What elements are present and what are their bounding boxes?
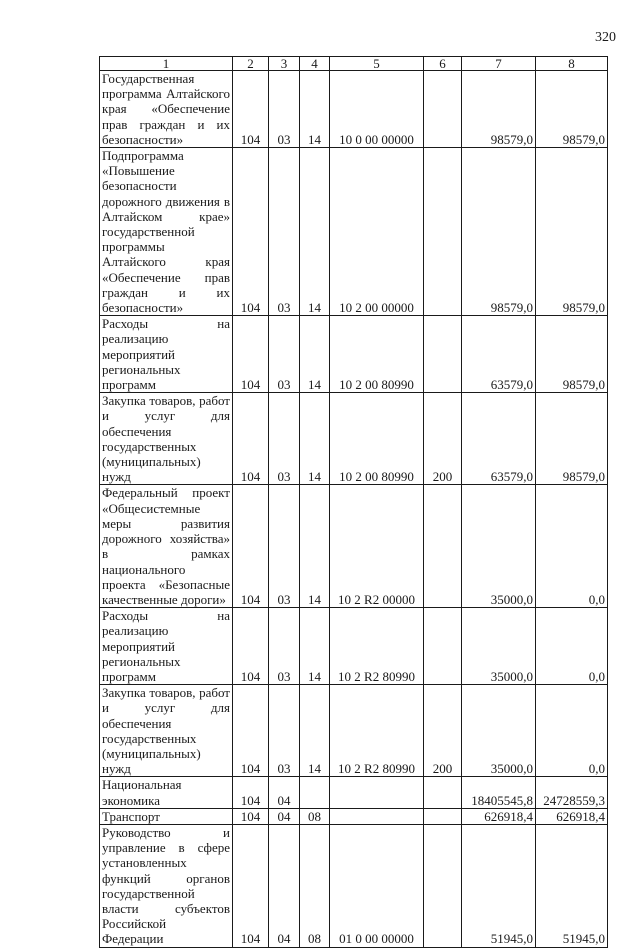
- subsection-cell: 14: [300, 608, 330, 685]
- amount-col8-cell: 98579,0: [536, 148, 608, 316]
- subsection-cell: 08: [300, 824, 330, 947]
- amount-col7-cell: 63579,0: [462, 316, 536, 393]
- table-row: [100, 71, 608, 148]
- expense-type-cell: [424, 777, 462, 808]
- subsection-cell: 14: [300, 685, 330, 777]
- section-cell: 04: [269, 824, 300, 947]
- header-col-6: 6: [424, 57, 462, 71]
- section-cell: 03: [269, 393, 300, 485]
- amount-col7-cell: 35000,0: [462, 685, 536, 777]
- row-name-cell: Расходы на реализацию мероприятий региональных программ: [100, 608, 233, 685]
- section-cell: 03: [269, 608, 300, 685]
- table-row: [100, 608, 608, 685]
- amount-col8-cell: 0,0: [536, 685, 608, 777]
- amount-col7-cell: 35000,0: [462, 485, 536, 608]
- expense-type-cell: [424, 316, 462, 393]
- table-row: [100, 685, 608, 777]
- subsection-cell: 14: [300, 316, 330, 393]
- row-name-cell: Государственная программа Алтайского края «Обеспечение прав граждан и их безопасности»: [100, 71, 233, 148]
- target-article-cell: 01 0 00 00000: [330, 824, 424, 947]
- code-cell: 104: [233, 148, 269, 316]
- amount-col8-cell: 98579,0: [536, 71, 608, 148]
- amount-col8-cell: 0,0: [536, 485, 608, 608]
- table-body: [100, 71, 608, 948]
- amount-col8-cell: 98579,0: [536, 316, 608, 393]
- subsection-cell: 08: [300, 808, 330, 824]
- row-name-cell: Закупка товаров, работ и услуг для обеспечения государственных (муниципальных) нужд: [100, 393, 233, 485]
- code-cell: 104: [233, 685, 269, 777]
- section-cell: 04: [269, 777, 300, 808]
- section-cell: 03: [269, 316, 300, 393]
- section-cell: 03: [269, 485, 300, 608]
- table-row: [100, 316, 608, 393]
- code-cell: 104: [233, 608, 269, 685]
- amount-col8-cell: 0,0: [536, 608, 608, 685]
- amount-col7-cell: 98579,0: [462, 71, 536, 148]
- header-col-7: 7: [462, 57, 536, 71]
- table-row: [100, 824, 608, 947]
- header-col-8: 8: [536, 57, 608, 71]
- amount-col8-cell: 51945,0: [536, 824, 608, 947]
- table-row: [100, 485, 608, 608]
- amount-col8-cell: 98579,0: [536, 393, 608, 485]
- budget-table: [99, 56, 608, 948]
- target-article-cell: 10 2 R2 80990: [330, 608, 424, 685]
- header-col-3: 3: [269, 57, 300, 71]
- table-row: [100, 777, 608, 808]
- table-row: [100, 393, 608, 485]
- code-cell: 104: [233, 824, 269, 947]
- target-article-cell: 10 2 R2 80990: [330, 685, 424, 777]
- code-cell: 104: [233, 71, 269, 148]
- target-article-cell: 10 2 00 80990: [330, 316, 424, 393]
- expense-type-cell: 200: [424, 393, 462, 485]
- target-article-cell: [330, 808, 424, 824]
- subsection-cell: [300, 777, 330, 808]
- expense-type-cell: [424, 824, 462, 947]
- amount-col8-cell: 626918,4: [536, 808, 608, 824]
- target-article-cell: 10 2 00 80990: [330, 393, 424, 485]
- header-col-1: 1: [100, 57, 233, 71]
- code-cell: 104: [233, 808, 269, 824]
- amount-col7-cell: 35000,0: [462, 608, 536, 685]
- page-number: 320: [595, 30, 616, 45]
- table-row: [100, 148, 608, 316]
- amount-col7-cell: 63579,0: [462, 393, 536, 485]
- expense-type-cell: [424, 71, 462, 148]
- row-name-cell: Федеральный проект «Общесистемные меры развития дорожного хозяйства» в рамках национального проекта «Безопасные качественные дороги»: [100, 485, 233, 608]
- expense-type-cell: [424, 148, 462, 316]
- header-row: [100, 57, 608, 71]
- row-name-cell: Закупка товаров, работ и услуг для обеспечения государственных (муниципальных) нужд: [100, 685, 233, 777]
- expense-type-cell: [424, 808, 462, 824]
- subsection-cell: 14: [300, 393, 330, 485]
- row-name-cell: Национальная экономика: [100, 777, 233, 808]
- header-col-2: 2: [233, 57, 269, 71]
- section-cell: 03: [269, 148, 300, 316]
- expense-type-cell: [424, 608, 462, 685]
- section-cell: 03: [269, 71, 300, 148]
- subsection-cell: 14: [300, 485, 330, 608]
- amount-col7-cell: 18405545,8: [462, 777, 536, 808]
- header-col-4: 4: [300, 57, 330, 71]
- target-article-cell: 10 2 R2 00000: [330, 485, 424, 608]
- table-row: [100, 808, 608, 824]
- code-cell: 104: [233, 777, 269, 808]
- section-cell: 04: [269, 808, 300, 824]
- code-cell: 104: [233, 393, 269, 485]
- expense-type-cell: 200: [424, 685, 462, 777]
- table-header: [100, 57, 608, 71]
- row-name-cell: Подпрограмма «Повышение безопасности дорожного движения в Алтайском крае» государственной программы Алтайского края «Обеспечение прав граждан и их безопасности»: [100, 148, 233, 316]
- amount-col7-cell: 98579,0: [462, 148, 536, 316]
- expense-type-cell: [424, 485, 462, 608]
- subsection-cell: 14: [300, 148, 330, 316]
- target-article-cell: 10 0 00 00000: [330, 71, 424, 148]
- header-col-5: 5: [330, 57, 424, 71]
- row-name-cell: Руководство и управление в сфере установленных функций органов государственной власти субъектов Российской Федерации: [100, 824, 233, 947]
- code-cell: 104: [233, 485, 269, 608]
- target-article-cell: 10 2 00 00000: [330, 148, 424, 316]
- row-name-cell: Транспорт: [100, 808, 233, 824]
- section-cell: 03: [269, 685, 300, 777]
- amount-col7-cell: 626918,4: [462, 808, 536, 824]
- code-cell: 104: [233, 316, 269, 393]
- amount-col7-cell: 51945,0: [462, 824, 536, 947]
- row-name-cell: Расходы на реализацию мероприятий региональных программ: [100, 316, 233, 393]
- subsection-cell: 14: [300, 71, 330, 148]
- amount-col8-cell: 24728559,3: [536, 777, 608, 808]
- target-article-cell: [330, 777, 424, 808]
